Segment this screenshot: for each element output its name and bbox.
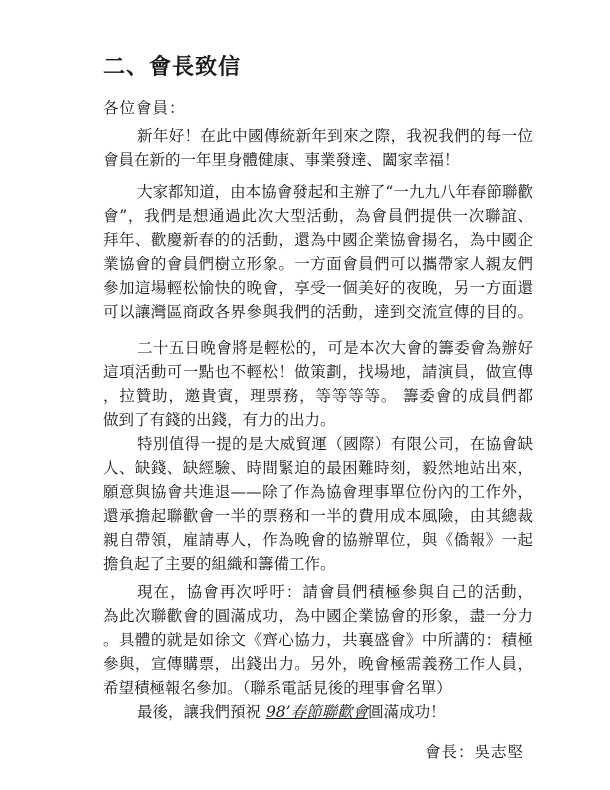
paragraph-5-line: 希望積極報名參加。（聯系電話見後的理事會名單） [103,679,452,697]
paragraph-3-line: ，拉贊助，邀貴賓，理票務，等等等等。 籌委會的成員們都 [103,387,533,405]
paragraph-4-line: 特別值得一提的是大威貿運（國際）有限公司，在協會缺 [137,435,533,453]
paragraph-5-line: 為此次聯歡會的圓滿成功，為中國企業協會的形象，盡一分力 [103,607,533,625]
page-title: 二、會長致信 [103,55,242,80]
salutation: 各位會員： [103,99,186,117]
paragraph-5-line: 現在，協會再次呼吁：請會員們積極參與自己的活動， [137,583,533,601]
paragraph-2-line: 參加這場輕松愉快的晚會，享受一個美好的夜晚，另一方面還 [103,279,533,297]
closing-text-before: 最後，讓我們預祝 [137,703,266,721]
paragraph-4-line: 人、缺錢、缺經驗、時間緊迫的最困難時刻，毅然地站出來， [103,459,533,477]
paragraph-2-line: 業協會的會員們樹立形象。一方面會員們可以攜帶家人親友們 [103,255,533,273]
paragraph-4-line: 願意與協會共進退——除了作為協會理事單位份內的工作外， [103,483,533,501]
paragraph-3-line: 做到了有錢的出錢，有力的出力。 [103,411,336,429]
paragraph-5-line: 。具體的就是如徐文《齊心協力，共襄盛會》中所講的：積極 [103,631,533,649]
event-name-highlight: 98’春節聯歡會 [265,703,369,721]
paragraph-2-line: 會”，我們是想通過此次大型活動，為會員們提供一次聯誼、 [103,207,533,225]
paragraph-1-line: 會員在新的一年里身體健康、事業發達、闔家幸福！ [103,151,460,169]
closing-line [137,702,446,722]
paragraph-2-line: 拜年、歡慶新春的的活動，還為中國企業協會揚名，為中國企 [103,231,533,249]
paragraph-5-line: 參與，宣傳購票，出錢出力。另外，晚會極需義務工作人員， [103,655,533,673]
paragraph-2-line: 大家都知道，由本協會發起和主辦了“一九九八年春節聯歡 [137,183,533,201]
paragraph-4-line: 還承擔起聯歡會一半的票務和一半的費用成本風險，由其總裁 [103,507,533,525]
closing-text-after: 圓滿成功！ [368,703,446,721]
paragraph-3-line: 二十五日晚會將是輕松的，可是本次大會的籌委會為辦好 [137,339,533,357]
paragraph-1-line: 新年好！在此中國傳統新年到來之際，我祝我們的每一位 [137,127,533,145]
paragraph-4-line: 親自帶領，雇請專人，作為晚會的協辦單位，與《僑報》一起 [103,531,533,549]
signature: 會長：吳志堅 [425,743,525,761]
paragraph-2-line: 可以讓灣區商政各界參與我們的活動，達到交流宣傳的目的。 [103,303,533,321]
paragraph-4-line: 擔負起了主要的組織和籌備工作。 [103,555,336,573]
paragraph-3-line: 這項活動可一點也不輕松！做策劃，找場地，請演員，做宣傳 [103,363,533,381]
